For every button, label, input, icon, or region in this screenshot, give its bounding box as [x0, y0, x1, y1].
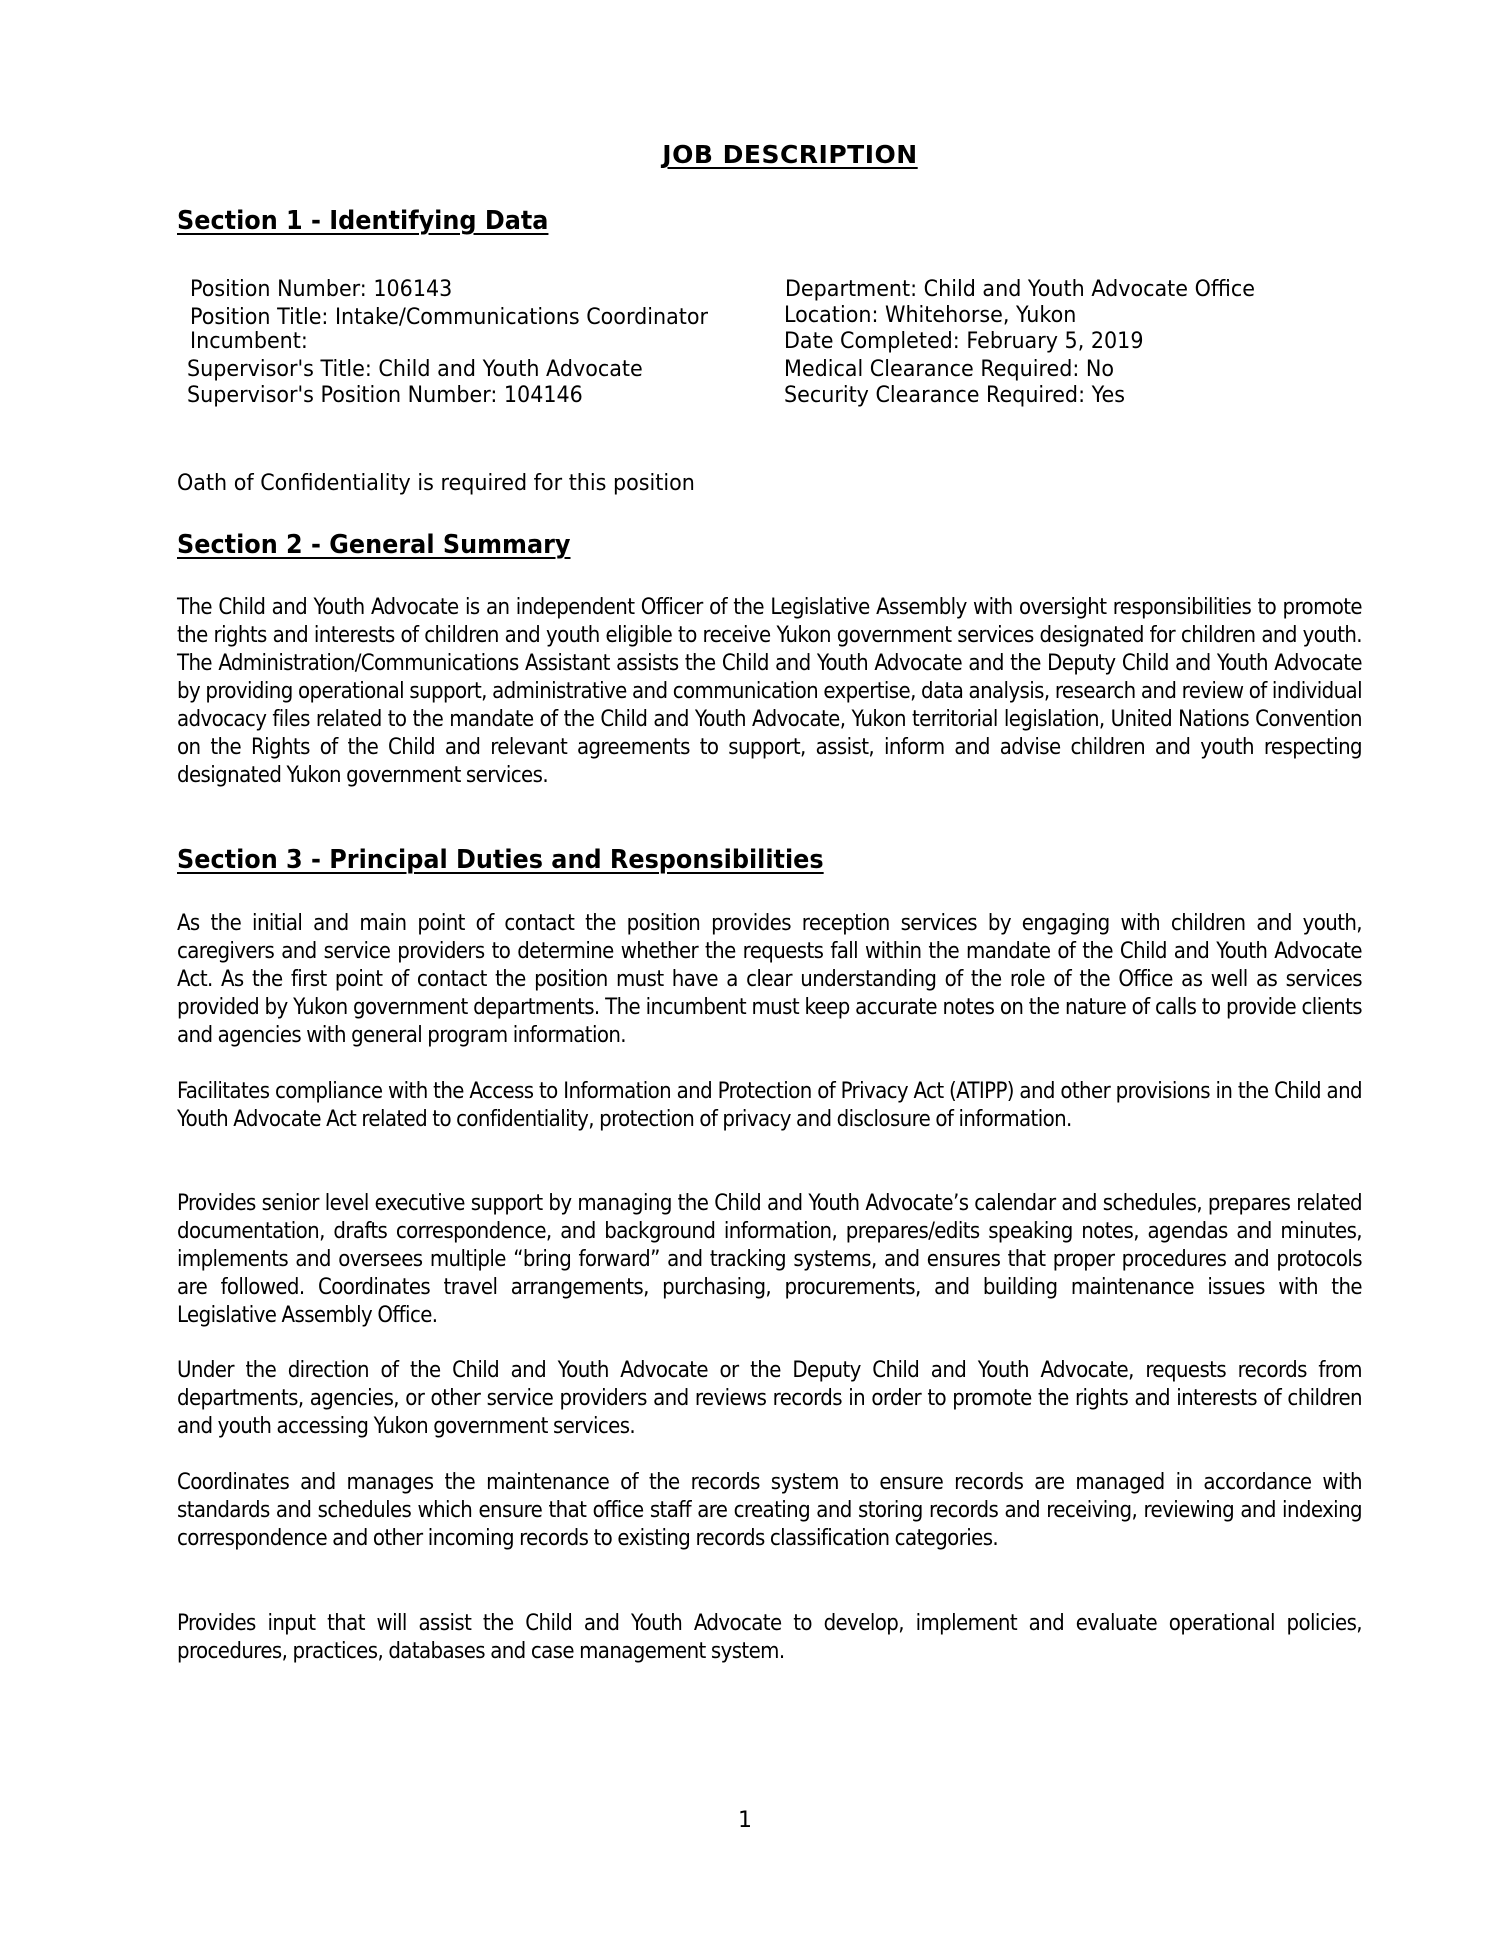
duty-paragraph: Coordinates and manages the maintenance of the records system to ensure records are managed in accordance with standards and schedules which ensure that office staff are creating and storing records and receiving, reviewing and indexing correspondence and other incoming records to existing records classification categories.: [177, 1470, 1362, 1551]
section-1-heading: Section 1 - Identifying Data: [177, 206, 549, 236]
general-summary-paragraph: The Child and Youth Advocate is an independent Officer of the Legislative Assembly with oversight responsibilities to promote the rights and interests of children and youth eligible to receive Yukon government services designated for children and youth. The Administration/Communications Assistant assists the Child and Youth Advocate and the Deputy Child and Youth Advocate by providing operational support, administrative and communication expertise, data analysis, research and review of individual advocacy files related to the mandate of the Child and Youth Advocate, Yukon territorial legislation, United Nations Convention on the Rights of the Child and relevant agreements to support, assist, inform and advise children and youth respecting designated Yukon government services.: [177, 595, 1362, 788]
field-position-number: Position Number: 106143: [190, 277, 453, 302]
section-2-heading: Section 2 - General Summary: [177, 530, 571, 560]
field-position-title: Position Title: Intake/Communications Coordinator: [190, 305, 709, 330]
oath-note: Oath of Confidentiality is required for this position: [177, 471, 695, 496]
field-medical-clearance: Medical Clearance Required: No: [784, 357, 1115, 382]
field-supervisor-position-number: Supervisor's Position Number: 104146: [187, 383, 583, 408]
duty-paragraph: Facilitates compliance with the Access to Information and Protection of Privacy Act (ATIPP) and other provisions in the Child and Youth Advocate Act related to confidentiality, protection of privacy and disclosure of information.: [177, 1079, 1362, 1132]
document-title-text: JOB DESCRIPTION: [662, 140, 918, 169]
duty-paragraph: Under the direction of the Child and Youth Advocate or the Deputy Child and Youth Advocate, requests records from departments, agencies, or other service providers and reviews records in order to promote the rights and interests of children and youth accessing Yukon government services.: [177, 1358, 1362, 1439]
field-location: Location: Whitehorse, Yukon: [784, 303, 1077, 328]
field-security-clearance: Security Clearance Required: Yes: [784, 383, 1125, 408]
field-date-completed: Date Completed: February 5, 2019: [784, 329, 1144, 354]
duty-paragraph: As the initial and main point of contact the position provides reception services by engaging with children and youth, caregivers and service providers to determine whether the requests fall within the mandate of the Child and Youth Advocate Act. As the first point of contact the position must have a clear understanding of the role of the Office as well as services provided by Yukon government departments. The incumbent must keep accurate notes on the nature of calls to provide clients and agencies with general program information.: [177, 911, 1362, 1048]
section-3-heading: Section 3 - Principal Duties and Responsibilities: [177, 845, 824, 875]
duty-paragraph: Provides senior level executive support by managing the Child and Youth Advocate’s calendar and schedules, prepares related documentation, drafts correspondence, and background information, prepares/edits speaking notes, agendas and minutes, implements and oversees multiple “bring forward” and tracking systems, and ensures that proper procedures and protocols are followed. Coordinates travel arrangements, purchasing, procurements, and building maintenance issues with the Legislative Assembly Office.: [177, 1191, 1362, 1328]
field-incumbent: Incumbent:: [190, 329, 308, 354]
page-number: 1: [738, 1808, 752, 1833]
document-title: [0, 140, 1500, 169]
field-department: Department: Child and Youth Advocate Office: [785, 277, 1255, 302]
field-supervisor-title: Supervisor's Title: Child and Youth Advocate: [187, 357, 643, 382]
duty-paragraph: Provides input that will assist the Child and Youth Advocate to develop, implement and evaluate operational policies, procedures, practices, databases and case management system.: [177, 1611, 1362, 1664]
